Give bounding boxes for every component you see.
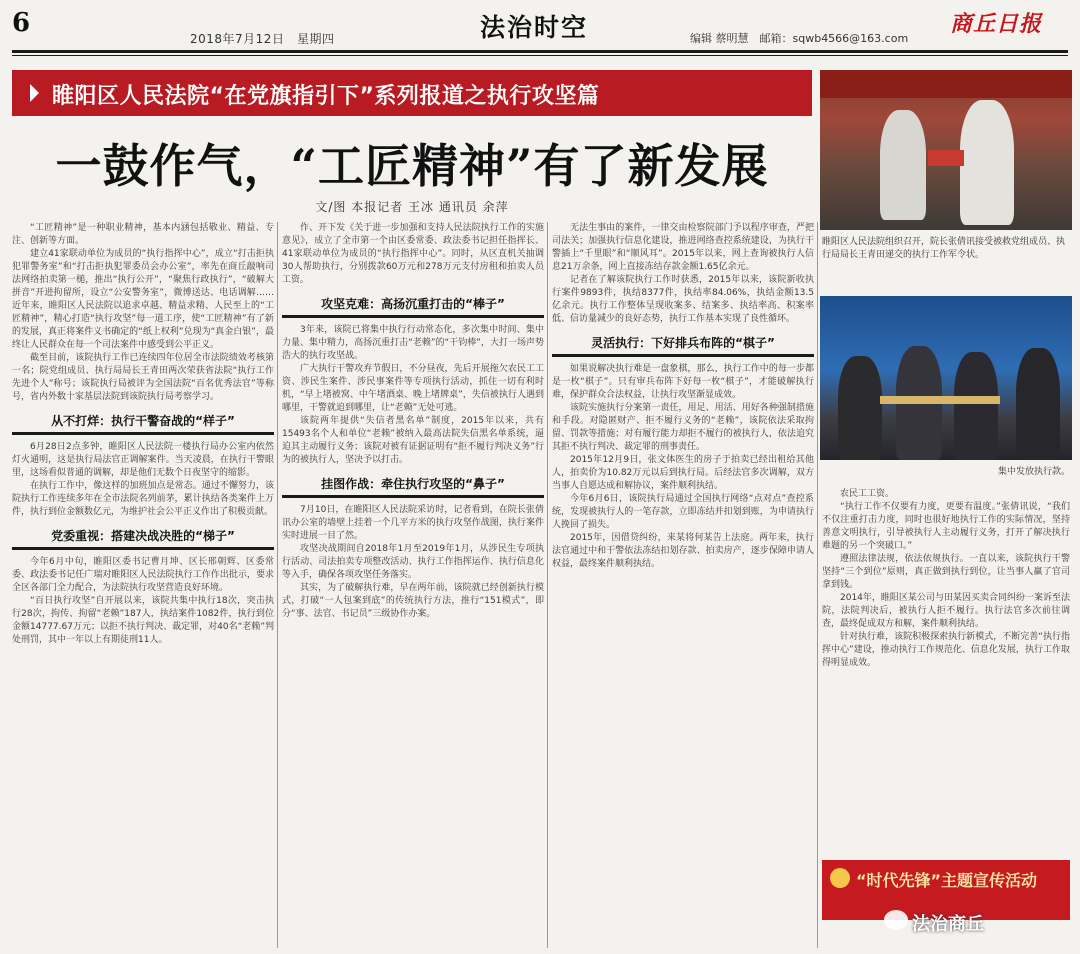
paragraph: 作、开下发《关于进一步加强和支持人民法院执行工作的实施意见》，成立了全市第一个由区委常委、政法委书记担任指挥长、41家联动单位为成员的“执行指挥中心”。同时，从区直机关抽调30人帮助执行，分别拨款60万元和278万元支付房租和拍卖人员工资。 [282,223,544,285]
paragraph: “百日执行攻坚”自开展以来，该院共集中执行18次，突击执行28次，拘传、拘留“老赖”187人，执结案件1082件，执行到位金额14777.67万元；以拒不执行判决、裁定罪，对40名“老赖”判处刑罚，其中一年以上有期徒刑11人。 [12,596,274,645]
paragraph: 广大执行干警攻弃节假日，不分昼夜，先后开展拖欠农民工工资、涉民生案件、涉民事案件等专项执行活动，抓住一切有利时机，“早上堵被窝、中午堵酒桌、晚上堵牌桌”，失信被执行人遇到哪里，干警就追到哪里，让“老赖”无处可逃。 [282,364,544,413]
header-rule-thin [12,55,1068,56]
paragraph: 记者在了解该院执行工作时获悉，2015年以来，该院新收执行案件9893件，执结8377件，执结率84.06%，执结金额13.5亿余元。执行工作整体呈现收案多、结案多、执结率高、积案率低、信访量减少的良好态势，执行工作基本实现了良性循环。 [552,275,814,324]
article-column-2 [282,222,544,948]
emblem-icon [830,868,850,888]
column-divider [277,222,278,948]
paragraph: 如果说解决执行难是一盘象棋，那么，执行工作中的每一步都是一枚“棋子”。只有审兵布阵下好每一枚“棋子”，才能破解执行难，保护群众合法权益，让执行攻坚渐显成效。 [552,364,814,400]
stage-backdrop [820,70,1072,98]
paragraph: 2014年，睢阳区某公司与田某因买卖合同纠纷一案诉至法院，法院判决后，被执行人拒不履行。执行法官多次前往调查，最终促成双方和解，案件顺利执结。 [822,593,1070,629]
person-figure [960,100,1014,225]
newspaper-logo: 商丘日报 [950,11,1043,37]
section-subheading: 党委重视：搭建决战决胜的“梯子” [12,527,274,550]
section-subheading: 从不打烊：执行干警奋战的“样子” [12,412,274,435]
issue-date: 2018年7月12日 星期四 [190,32,335,46]
series-banner [12,70,812,116]
cash-bundle [880,396,1000,404]
column-divider [817,222,818,948]
article-headline: 一鼓作气，“工匠精神”有了新发展 [55,139,769,193]
person-figure [880,110,926,220]
section-title: 法治时空 [480,13,589,42]
page-header [0,0,1080,48]
promo-slogan: “时代先锋”主题宣传活动 [856,871,1038,890]
paragraph: 遵照法律法规，依法依规执行。一直以来，该院执行干警坚持“三个到位”原则，真正做到执行到位，让当事人赢了官司拿到钱。 [822,554,1070,590]
paragraph: 建立41家联动单位为成员的“执行指挥中心”，成立“打击拒执犯罪警务室”和“打击拒执犯罪委员会办公室”，率先在商丘敲响司法网络拍卖第一槌，推出“执行公开”，“聚焦行政执行”，“破解大拼音”开进拘留所，设立“公安警务室”，微博送达、电话调解……近年来，睢阳区人民法院以追求卓越、精益求精、人民至上的“工匠精神”，精心打造“执行攻坚”每一道工序，使“工匠精神”有了新的发展，真正将案件义书确定的“纸上权利”兑现为“真金白银”，最终让人民群众在每一个司法案件中感受到公平正义。 [12,249,274,350]
person-figure [954,352,998,460]
section-subheading: 灵活执行：下好排兵布阵的“棋子” [552,334,814,357]
paragraph: 该院实施执行分案第一责任，用足、用活、用好各种强制措施和手段。对隐匿财产、拒不履行义务的“老赖”，该院依法采取拘留、罚款等措施；对有履行能力却拒不履行的被执行人，依法追究其拒不执行判决、裁定罪的刑事责任。 [552,403,814,452]
paragraph: 针对执行难，该院积极探索执行新模式，不断完善“执行指挥中心”建设，推动执行工作规范化、信息化发展，执行工作取得明显成效。 [822,632,1070,668]
paragraph: 该院两年提供“失信者黑名单”制度，2015年以来，共有15493名个人和单位“老赖”被纳入最高法院失信黑名单系统，逼迫其主动履行义务；该院对被有证据证明有“拒不履行判决义务”行为的被执行人，坚决予以打击。 [282,416,544,465]
photo-caption: 集中发放执行款。 [997,467,1070,477]
page-number: 6 [12,8,31,38]
paragraph: 其实，为了破解执行难，早在两年前，该院就已经创新执行模式，打破“一人包案到底”的传统执行方法，推行“151模式”，即分“事、法官、书记员”三级协作办案。 [282,583,544,619]
paragraph: 6月28日2点多钟，睢阳区人民法院一楼执行局办公室内依然灯火通明，这是执行局法官正调解案件。当天凌晨，在执行干警眼里，这场看似普通的调解，却是他们无数个日夜坚守的缩影。 [12,442,274,478]
person-figure [838,356,882,460]
paragraph: 3年来，该院已将集中执行行动常态化，多次集中时间、集中力量、集中精力，高扬沉重打击“老赖”的“干钧棒”，大打一场声势浩大的执行攻坚战。 [282,325,544,361]
paragraph: “执行工作不仅要有力度，更要有温度。”张倩讯说，“我们不仅注重打击力度，同时也很好地执行工作的实际情况，坚持善意文明执行，引导被执行人主动履行义务，打开了解决执行难题的另一个突破口。” [822,502,1070,551]
paragraph: 攻坚决战期间自2018年1月至2019年1月，从涉民生专项执行活动、司法拍卖专项整改活动、执行工作指挥运作、执行信息化等入手，确保各项攻坚任务落实。 [282,544,544,580]
chevron-right-icon [30,84,39,102]
paragraph: 截至目前，该院执行工作已连续四年位居全市法院绩效考核第一名；院党组成员、执行局局长王青田两次荣获省法院“执行工作先进个人”称号；该院执行局被评为全国法院“百名优秀法官”等称号，省内外数十家基层法院到该院执行局考察学习。 [12,353,274,402]
article-column-4 [822,488,1070,848]
editor-info: 编辑 蔡明慧 邮箱：sqwb4566@163.com [690,32,909,45]
article-column-1 [12,222,274,948]
section-subheading: 攻坚克难：高扬沉重打击的“棒子” [282,295,544,318]
article-column-3 [552,222,814,948]
section-subheading: 挂图作战：牵住执行攻坚的“鼻子” [282,475,544,498]
paragraph: 7月10日，在睢阳区人民法院采访时，记者看到，在院长张倩讯办公室的墙壁上挂着一个几平方米的执行攻坚作战图，执行案件实时进展一目了然。 [282,505,544,541]
paragraph: “工匠精神”是一种职业精神，基本内涵包括敬业、精益、专注、创新等方面。 [12,223,274,246]
paragraph: 今年6月中旬，睢阳区委书记曹月坤、区长邢朝辉、区委常委、政法委书记任广瑞对睢阳区人民法院执行工作作出批示，要求全区各部门全力配合，为法院执行攻坚营造良好环境。 [12,557,274,593]
person-figure [1016,348,1060,460]
column-divider [547,222,548,948]
document-folder [928,150,964,166]
paragraph: 无法生事由的案件，一律交由检察院部门予以程序审查，严把司法关；加强执行信息化建设，推进网络查控系统建设，为执行干警插上“千里眼”和“顺风耳”。2015年以来，网上查询被执行人信息21万余条，网上直接冻结存款金额1.65亿余元。 [552,223,814,272]
paragraph: 农民工工资。 [840,489,895,499]
header-rule [12,50,1068,53]
paragraph: 2015年12月9日，张文体医生的房子于拍卖已经出租给其他人，拍卖价为10.82万元以后到执行局。后经法官多次调解，双方当事人自愿达成和解协议，案件顺利执结。 [552,455,814,491]
photo-caption: 睢阳区人民法院组织召开，院长张倩讯接受被救党组成员、执行局局长王青田递交的执行工作军令状。 [822,237,1066,260]
ceremony-photo [820,70,1072,230]
paragraph: 在执行工作中，像这样的加班加点是常态。通过不懈努力，该院执行工作连续多年在全市法院名列前茅，累计执结各类案件上万件，执行到位金额数亿元，为维护社会公平正义作出了积极贡献。 [12,481,274,517]
watermark: 法治商丘 [912,914,984,935]
paragraph: 2015年，因借贷纠纷，来某将何某告上法庭。两年来，执行法官通过中和干警依法冻结扣划存款、拍卖房产，逐步保障申请人权益，最终案件顺利执结。 [552,533,814,569]
paragraph: 今年6月6日，该院执行局通过全国执行网络“点对点”查控系统，发现被执行人的一笔存款，立即冻结并扣划到账，为申请执行人挽回了损失。 [552,494,814,530]
wechat-icon [884,910,908,930]
article-byline: 文/图 本报记者 王冰 通讯员 余萍 [315,200,509,214]
series-banner-text: 睢阳区人民法院“在党旗指引下”系列报道之执行攻坚篇 [52,84,600,109]
payment-photo [820,296,1072,460]
